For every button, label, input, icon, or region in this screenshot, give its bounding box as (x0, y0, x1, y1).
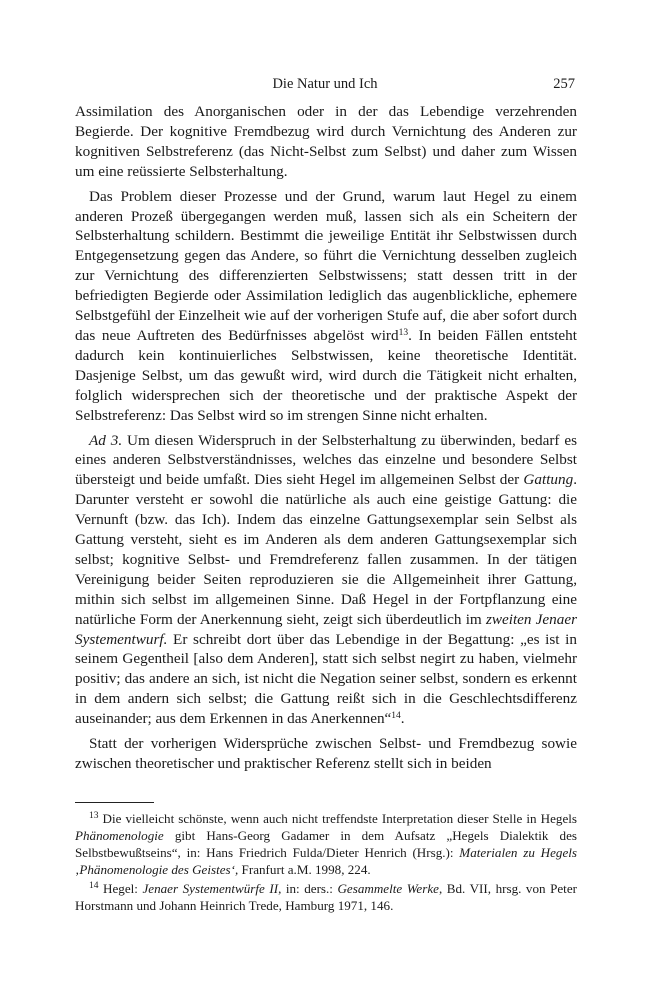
footnote-text: Die vielleicht schönste, wenn auch nicht treffendste Interpretation dieser Stelle in Hegels (98, 811, 577, 826)
paragraph-2 (75, 187, 577, 426)
footnote-number: 14 (89, 881, 99, 891)
work-title: zweiten Jenaer Systementwurf. (75, 610, 577, 648)
work-title: Phänomenologie (75, 828, 164, 843)
paragraph-3 (75, 431, 577, 730)
emphasis-term: Gattung (523, 471, 574, 489)
paragraph-text: Er schreibt dort über das Lebendige in der Begattung: „es ist in seinem Gegentheil [also dem Anderen], statt sich selbst negirt zu haben, vielmehr positiv; das andere an sich, ist nicht die Negation seiner selbst, sondern es erkennt in dem andern sich selbst; die Gattung reißt sich in die Geschlechtsdifferenz auseinander; aus dem Erkennen in das Anerkennen“ (75, 630, 577, 728)
work-title: Jenaer Systementwürfe II (142, 881, 279, 896)
paragraph-1 (75, 102, 577, 182)
paragraph-text: Das Problem dieser Prozesse und der Grund, warum laut Hegel zu einem anderen Prozeß übergegangen werden muß, lassen sich als ein Scheitern der Selbsterhaltung schildern. Bestimmt die jeweilige Entität ihr Selbstwissen durch Entgegensetzung gegen das Andere, so führt die Vernichtung desselben zugleich zur Vernichtung des differenzierten Selbstwissens; statt dessen tritt in der befriedigten Begierde oder Assimilation lediglich das augenblickliche, ephemere Selbstgefühl der Einzelheit wie auf der vorherigen Stufe auf, die aber sofort durch das neue Auftreten des Bedürfnisses abgelöst wird (75, 187, 577, 344)
main-text (75, 102, 577, 774)
footnote-text: Franfurt a.M. 1998, 224. (238, 862, 371, 877)
footnote-divider (75, 802, 154, 803)
footnote-text: Hegel: (98, 881, 143, 896)
paragraph-text: Statt der vorherigen Widersprüche zwischen Selbst- und Fremdbezug sowie zwischen theoretischer und praktischer Referenz stellt sich in beiden (75, 735, 577, 772)
paragraph-text: Um diesen Widerspruch in der Selbsterhaltung zu überwinden, bedarf es eines anderen Selbstverständnisses, welches das einzelne und besondere Selbst übersteigt und beide umfaßt. Dies sieht Hegel im allgemeinen Selbst der (75, 431, 577, 489)
paragraph-text: . In beiden Fällen entsteht dadurch kein kontinuierliches Selbstwissen, keine theoretische Identität. Dasjenige Selbst, um das gewußt wird, wird durch die Tätigkeit nicht erhalten, folglich widersprechen sich der theoretische und der praktische Aspekt der Selbstreferenz: Das Selbst wird so im strengen Sinne nicht erhalten. (75, 326, 577, 424)
running-title: Die Natur und Ich (272, 76, 378, 92)
footnote-14 (75, 880, 577, 914)
paragraph-4 (75, 734, 577, 774)
paragraph-text: . (400, 710, 405, 728)
work-title: Materialen zu Hegels ‚Phänomenologie des Geistes‘, (75, 845, 577, 877)
paragraph-text: Assimilation des Anorganischen oder in der das Lebendige verzehrenden Begierde. Der kognitive Fremdbezug wird durch Vernichtung des Anderen zur kognitiven Selbstreferenz (das Nicht-Selbst zum Selbst) und daher zum Wissen um eine reüssierte Selbsterhaltung. (75, 103, 577, 180)
footnotes (75, 810, 577, 914)
footnote-ref-13[interactable]: 13 (398, 327, 409, 338)
paragraph-text: . Darunter versteht er sowohl die natürliche als auch eine geistige Gattung: die Vernunft (bzw. das Ich). Indem das einzelne Gattungsexemplar sein Selbst als Gattung versteht, sieht es im Anderen als dem anderen Gattungsexemplar sich selbst; kognitive Selbst- und Fremdreferenz fallen zusammen. In der tätigen Vereinigung beider Seiten reproduzieren sie die Allgemeinheit ihrer Gattung, mithin sich selbst im allgemeinen Sinne. Daß Hegel in der Fortpflanzung eine natürliche Form der Anerkennung sieht, zeigt sich überdeutlich im (75, 471, 577, 628)
footnote-ref-14[interactable]: 14 (391, 711, 401, 722)
work-title: Gesammelte Werke (337, 881, 439, 896)
footnote-text: gibt Hans-Georg Gadamer in dem Aufsatz „Hegels Dialektik des Selbstbewußtseins“, in: Hans Friedrich Fulda/Dieter Henrich (Hrsg.): (75, 828, 577, 860)
footnote-text: , in: ders.: (278, 881, 338, 896)
section-lead: Ad 3. (89, 431, 123, 449)
footnote-text: , Bd. VII, hrsg. von Peter Horstmann und Johann Heinrich Trede, Hamburg 1971, 146. (75, 881, 577, 913)
page-number: 257 (553, 76, 575, 92)
running-head (0, 76, 650, 96)
footnote-number: 13 (89, 811, 99, 821)
footnote-13 (75, 810, 577, 878)
